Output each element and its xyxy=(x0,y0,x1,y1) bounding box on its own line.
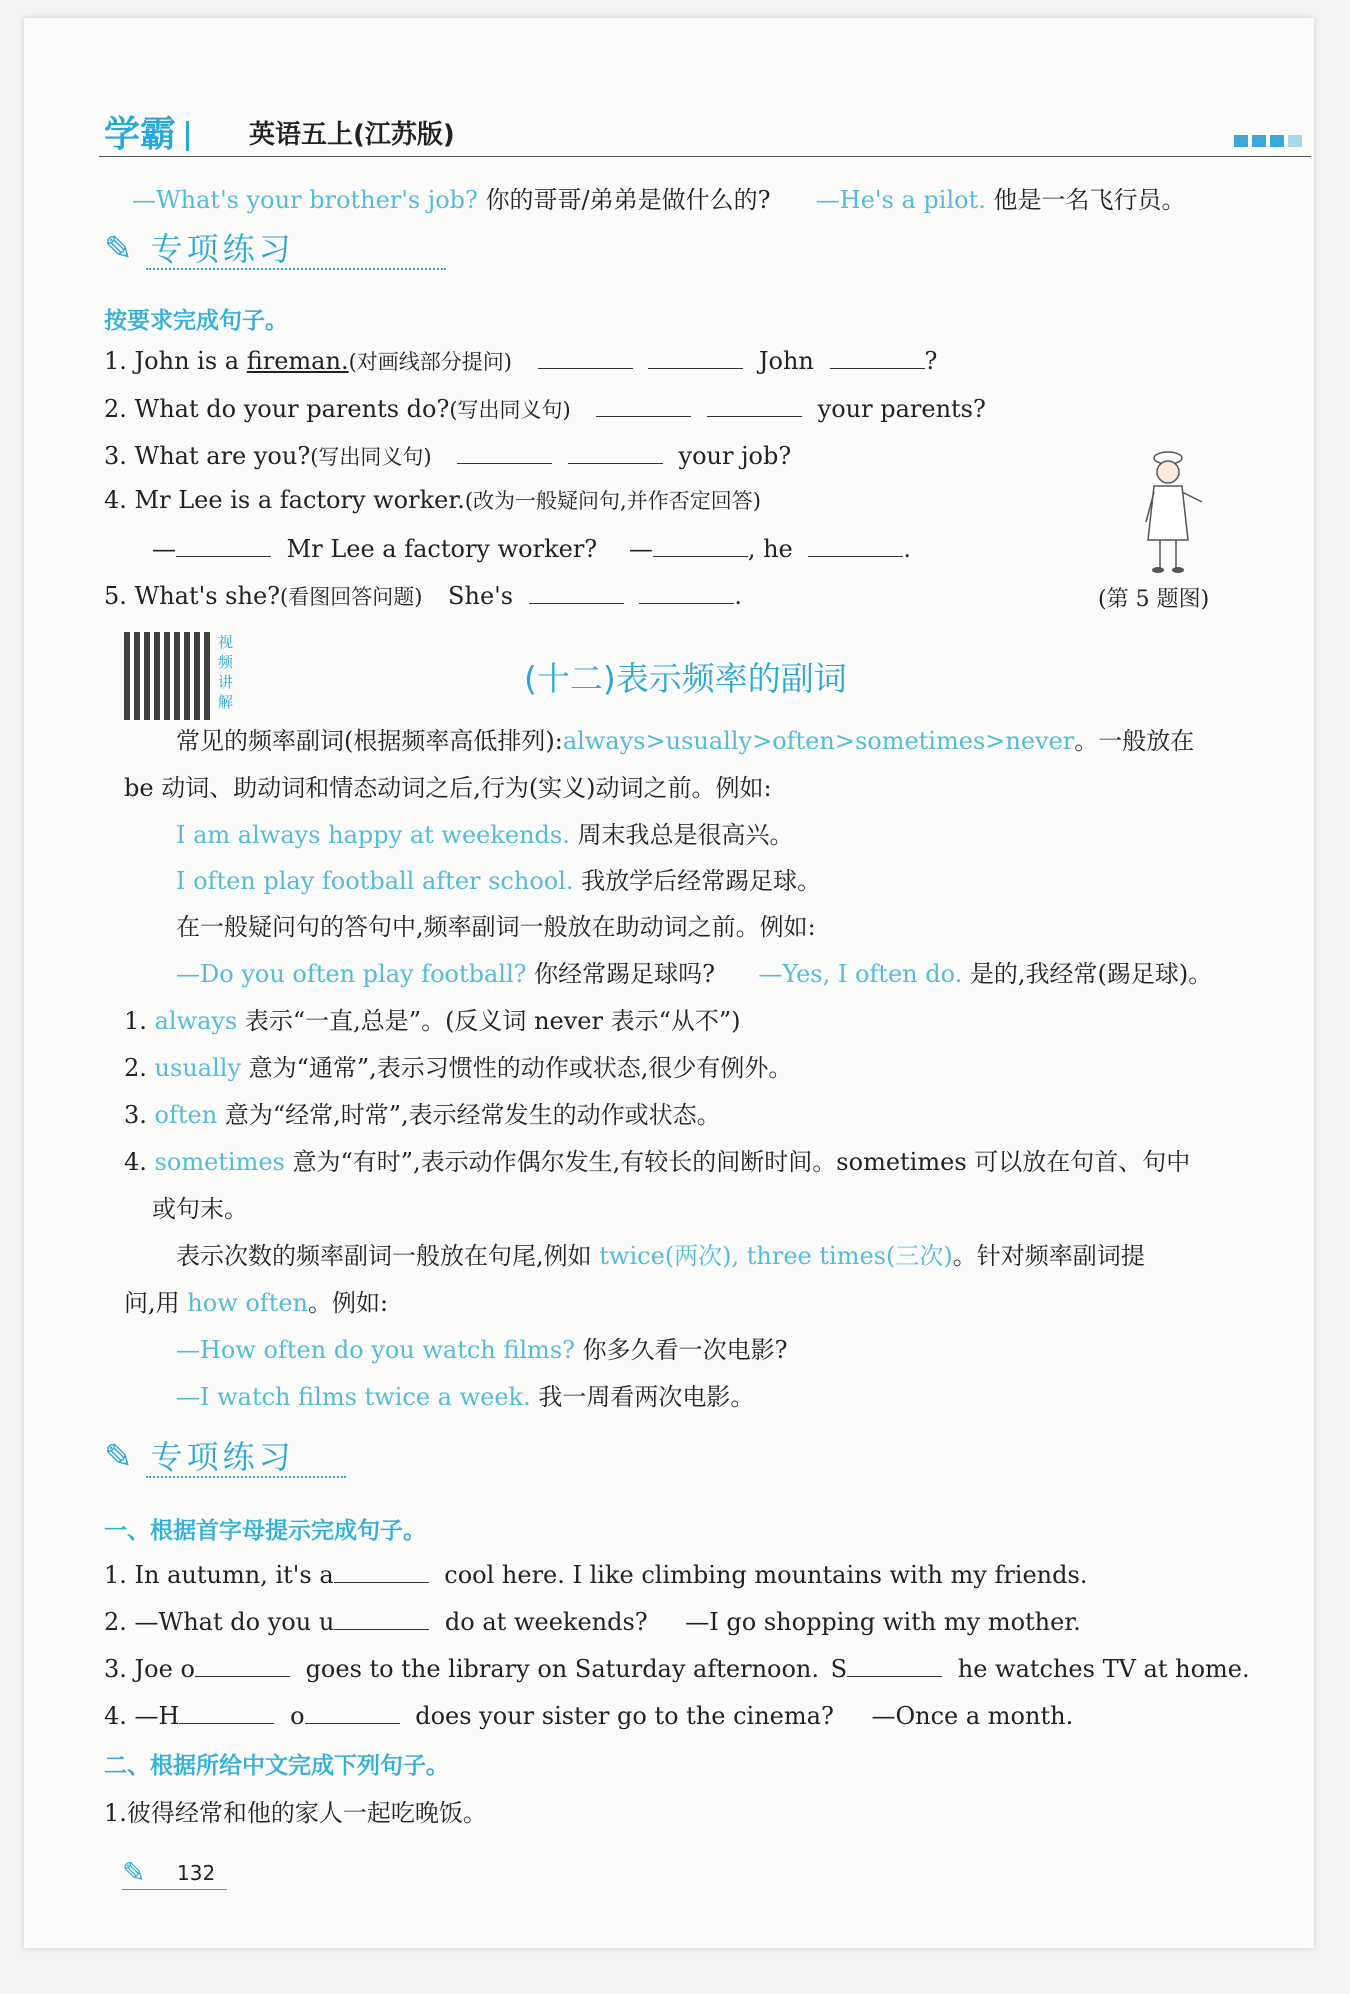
fill-question-2: 2. —What do you u do at weekends? —I go shopping with my mother. xyxy=(104,1605,1081,1636)
example-5: —I watch films twice a week. 我一周看两次电影。 xyxy=(176,1383,755,1411)
question-3: 3. What are you?(写出同义句) your job? xyxy=(104,439,791,471)
pen-book-icon: ✎ xyxy=(104,1437,137,1477)
answer-blank[interactable] xyxy=(305,1699,400,1724)
workbook-page xyxy=(24,18,1314,1948)
page-number-underline xyxy=(122,1889,227,1890)
question-5: 5. What's she?(看图回答问题) She's . xyxy=(104,579,742,611)
section1-instruction: 按要求完成句子。 xyxy=(104,308,288,334)
question-4: 4. Mr Lee is a factory worker.(改为一般疑问句,并作否定回答) xyxy=(104,486,761,514)
header-divider xyxy=(99,156,1311,157)
pen-book-icon: ✎ xyxy=(104,229,137,269)
header-decoration xyxy=(1234,132,1306,151)
answer-blank[interactable] xyxy=(334,1605,429,1630)
brand-logo xyxy=(104,106,199,157)
part2-title: 二、根据所给中文完成下列句子。 xyxy=(104,1753,449,1779)
point-4: 4. sometimes 意为“有时”,表示动作偶尔发生,有较长的间断时间。sometimes 可以放在句首、句中 xyxy=(124,1148,1191,1176)
answer-blank[interactable] xyxy=(596,392,691,417)
example-2: I often play football after school. 我放学后经常踢足球。 xyxy=(176,867,822,895)
answer-blank[interactable] xyxy=(179,1699,274,1724)
top-example: —What's your brother's job? 你的哥哥/弟弟是做什么的? —He's a pilot. 他是一名飞行员。 xyxy=(132,186,1186,214)
answer-blank[interactable] xyxy=(830,344,925,369)
point-4-cont: 或句末。 xyxy=(152,1195,248,1223)
example-3: —Do you often play football? 你经常踢足球吗? —Yes, I often do. 是的,我经常(踢足球)。 xyxy=(176,960,1213,988)
answer-blank[interactable] xyxy=(195,1652,290,1677)
answer-blank[interactable] xyxy=(176,532,271,557)
qr-label: 视频讲解 xyxy=(218,633,234,711)
times-rule: 表示次数的频率副词一般放在句尾,例如 twice(两次), three times(三次)。针对频率副词提 xyxy=(176,1242,1145,1270)
fill-question-4: 4. —H o does your sister go to the cinema? —Once a month. xyxy=(104,1699,1073,1730)
lesson-intro: 常见的频率副词(根据频率高低排列):always>usually>often>sometimes>never。一般放在 xyxy=(176,727,1195,755)
practice-header-2: ✎ 专项练习 xyxy=(104,1432,295,1478)
example-4: —How often do you watch films? 你多久看一次电影? xyxy=(176,1336,788,1364)
figure-caption: (第 5 题图) xyxy=(1098,587,1210,612)
question-4-answer: — Mr Lee a factory worker? — , he . xyxy=(152,532,911,563)
point-2: 2. usually 意为“通常”,表示习惯性的动作或状态,很少有例外。 xyxy=(124,1054,793,1082)
example-1: I am always happy at weekends. 周末我总是很高兴。 xyxy=(176,821,794,849)
answer-blank[interactable] xyxy=(648,344,743,369)
book-title: 英语五上(江苏版) xyxy=(249,120,455,150)
answer-blank[interactable] xyxy=(538,344,633,369)
fill-question-1: 1. In autumn, it's a cool here. I like climbing mountains with my friends. xyxy=(104,1558,1087,1589)
lesson-title: (十二)表示频率的副词 xyxy=(524,659,847,698)
question-1: 1. John is a fireman.(对画线部分提问) John ? xyxy=(104,344,937,376)
practice-header-1: ✎ 专项练习 xyxy=(104,224,295,270)
translate-question-1: 1.彼得经常和他的家人一起吃晚饭。 xyxy=(104,1799,487,1827)
rule-2: 在一般疑问句的答句中,频率副词一般放在助动词之前。例如: xyxy=(176,913,816,941)
answer-blank[interactable] xyxy=(568,439,663,464)
answer-blank[interactable] xyxy=(457,439,552,464)
answer-blank[interactable] xyxy=(529,579,624,604)
part1-title: 一、根据首字母提示完成句子。 xyxy=(104,1518,426,1544)
ask-rule: 问,用 how often。例如: xyxy=(124,1289,389,1317)
answer-blank[interactable] xyxy=(808,532,903,557)
nurse-illustration xyxy=(1134,448,1214,578)
brand-name: 学霸 xyxy=(104,114,177,155)
question-2: 2. What do your parents do?(写出同义句) your parents? xyxy=(104,392,986,424)
page-number: 132 xyxy=(177,1861,216,1885)
answer-blank[interactable] xyxy=(334,1558,429,1583)
fill-question-3: 3. Joe o goes to the library on Saturday afternoon. S he watches TV at home. xyxy=(104,1652,1250,1683)
point-3: 3. often 意为“经常,时常”,表示经常发生的动作或状态。 xyxy=(124,1101,721,1129)
answer-blank[interactable] xyxy=(847,1652,942,1677)
lesson-intro-2: be 动词、助动词和情态动词之后,行为(实义)动词之前。例如: xyxy=(124,774,772,802)
qr-code[interactable] xyxy=(124,632,214,720)
answer-blank[interactable] xyxy=(639,579,734,604)
pencil-icon: ✎ xyxy=(122,1856,146,1889)
answer-blank[interactable] xyxy=(653,532,748,557)
answer-blank[interactable] xyxy=(707,392,802,417)
point-1: 1. always 表示“一直,总是”。(反义词 never 表示“从不”) xyxy=(124,1007,741,1035)
